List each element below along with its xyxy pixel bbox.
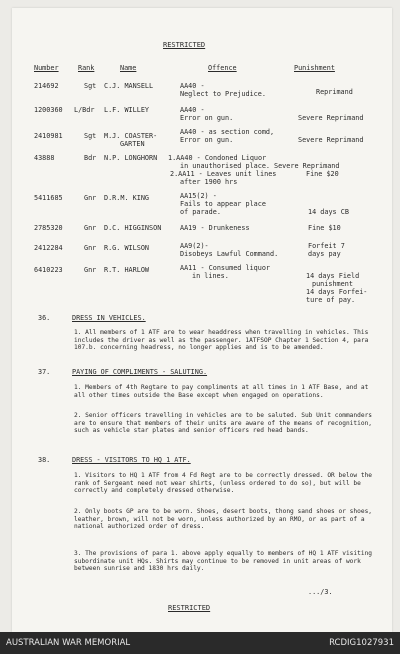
row-offence: Error on gun. xyxy=(180,136,234,144)
row-rank: L/Bdr xyxy=(74,106,95,114)
col-name: Name xyxy=(120,64,137,72)
row-offence: AA9(2)- xyxy=(180,242,209,250)
row-offence: AA40 - xyxy=(180,106,205,114)
row-name: N.P. LONGHORN xyxy=(104,154,158,162)
row-name: L.F. WILLEY xyxy=(104,106,150,114)
row-offence: in unauthorised place. xyxy=(180,162,271,170)
row-punishment: Severe Reprimand xyxy=(298,136,364,144)
row-number: 2412284 xyxy=(34,244,63,252)
row-number: 43888 xyxy=(34,154,55,162)
row-offence: in lines. xyxy=(192,272,229,280)
archive-id: RCDIG1027931 xyxy=(329,638,394,648)
section-number: 36. xyxy=(38,314,51,322)
row-offence: AA40 - as section comd, xyxy=(180,128,275,136)
row-punishment: Severe Reprimand xyxy=(274,162,340,170)
row-offence: after 1900 hrs xyxy=(180,178,238,186)
section-number: 38. xyxy=(38,456,51,464)
section-title: DRESS - VISITORS TO HQ 1 ATF. xyxy=(72,456,191,464)
row-offence: AA40 - xyxy=(180,82,205,90)
row-number: 5411685 xyxy=(34,194,63,202)
row-offence: AA19 - Drunkeness xyxy=(180,224,250,232)
classification-header: RESTRICTED xyxy=(163,41,206,49)
row-name: M.J. COASTER- xyxy=(104,132,158,140)
row-name: R.T. HARLOW xyxy=(104,266,150,274)
row-number: 214692 xyxy=(34,82,59,90)
row-offence: Fails to appear place xyxy=(180,200,266,208)
row-number: 1200360 xyxy=(34,106,63,114)
row-number: 2785320 xyxy=(34,224,63,232)
row-rank: Gnr xyxy=(84,194,97,202)
row-rank: Gnr xyxy=(84,224,97,232)
row-punishment: Reprimand xyxy=(316,88,353,96)
row-number: 2410981 xyxy=(34,132,63,140)
col-offence: Offence xyxy=(208,64,237,72)
row-punishment: punishment xyxy=(312,280,353,288)
archive-name: AUSTRALIAN WAR MEMORIAL xyxy=(6,638,131,648)
section-paragraph: 1. All members of 1 ATF are to wear headdress when travelling in vehicles. This includes the driver as well as the passenger. 1ATFSOP Chapter 1 Section 4, para 107.b. concerning headress, no longer applies and is to be amended. xyxy=(74,329,369,352)
row-name: D.R.M. KING xyxy=(104,194,150,202)
page-continuation: .../3. xyxy=(308,588,333,596)
row-punishment: Forfeit 7 xyxy=(308,242,345,250)
row-punishment: ture of pay. xyxy=(306,296,356,304)
section-paragraph: 2. Senior officers travelling in vehicles are to be saluted. Sub Unit commanders are to ensure that members of their units are aware of the means of recognition, such as vehicle star plates and senior officers red head bands. xyxy=(74,412,373,435)
row-offence: Error on gun. xyxy=(180,114,234,122)
row-punishment: Fine $20 xyxy=(306,170,339,178)
row-offence: AA11 - Consumed liquor xyxy=(180,264,271,272)
row-offence: of parade. xyxy=(180,208,221,216)
row-offence: Neglect to Prejudice. xyxy=(180,90,266,98)
row-rank: Gnr xyxy=(84,244,97,252)
row-rank: Sgt xyxy=(84,82,97,90)
document-page xyxy=(12,8,392,632)
section-paragraph: 2. Only boots GP are to be worn. Shoes, desert boots, thong sand shoes or shoes, leather, brown, will not be worn, unless authorized by an RMO, or as part of a national authorized order of dress. xyxy=(74,508,373,531)
col-punishment: Punishment xyxy=(294,64,335,72)
section-title: PAYING OF COMPLIMENTS - SALUTING. xyxy=(72,368,208,376)
section-paragraph: 1. Members of 4th Regtare to pay compliments at all times in 1 ATF Base, and at all other times outside the Base except when engaged on operations. xyxy=(74,384,369,399)
row-offence: AA15(2) - xyxy=(180,192,217,200)
row-punishment: 14 days CB xyxy=(308,208,349,216)
row-offence: Disobeys Lawful Command. xyxy=(180,250,279,258)
row-rank: Sgt xyxy=(84,132,97,140)
section-paragraph: 1. Visitors to HQ 1 ATF from 4 Fd Regt are to be correctly dressed. OR below the rank of Sergeant need not wear shirts, (unless ordered to do so), but will be correctly and completely dressed otherwise. xyxy=(74,472,373,495)
row-name: GARTEN xyxy=(120,140,145,148)
row-offence: 2.AA11 - Leaves unit lines xyxy=(170,170,277,178)
row-punishment: 14 days Field xyxy=(306,272,360,280)
row-punishment: Fine $10 xyxy=(308,224,341,232)
row-punishment: Severe Reprimand xyxy=(298,114,364,122)
row-punishment: days pay xyxy=(308,250,341,258)
col-number: Number xyxy=(34,64,59,72)
row-name: C.J. MANSELL xyxy=(104,82,154,90)
row-rank: Gnr xyxy=(84,266,97,274)
row-punishment: 14 days Forfei- xyxy=(306,288,368,296)
col-rank: Rank xyxy=(78,64,95,72)
section-number: 37. xyxy=(38,368,51,376)
archive-footer-bar xyxy=(0,632,400,654)
row-number: 6410223 xyxy=(34,266,63,274)
row-name: R.G. WILSON xyxy=(104,244,150,252)
section-paragraph: 3. The provisions of para 1. above apply equally to members of HQ 1 ATF visiting subordinate unit HQs. Shirts may continue to be removed in unit areas of work between sunrise and 1830 hrs daily. xyxy=(74,550,373,573)
row-rank: Bdr xyxy=(84,154,97,162)
row-offence: 1.AA40 - Condoned Liquor xyxy=(168,154,267,162)
classification-footer: RESTRICTED xyxy=(168,604,211,612)
row-name: D.C. HIGGINSON xyxy=(104,224,162,232)
section-title: DRESS IN VEHICLES. xyxy=(72,314,146,322)
